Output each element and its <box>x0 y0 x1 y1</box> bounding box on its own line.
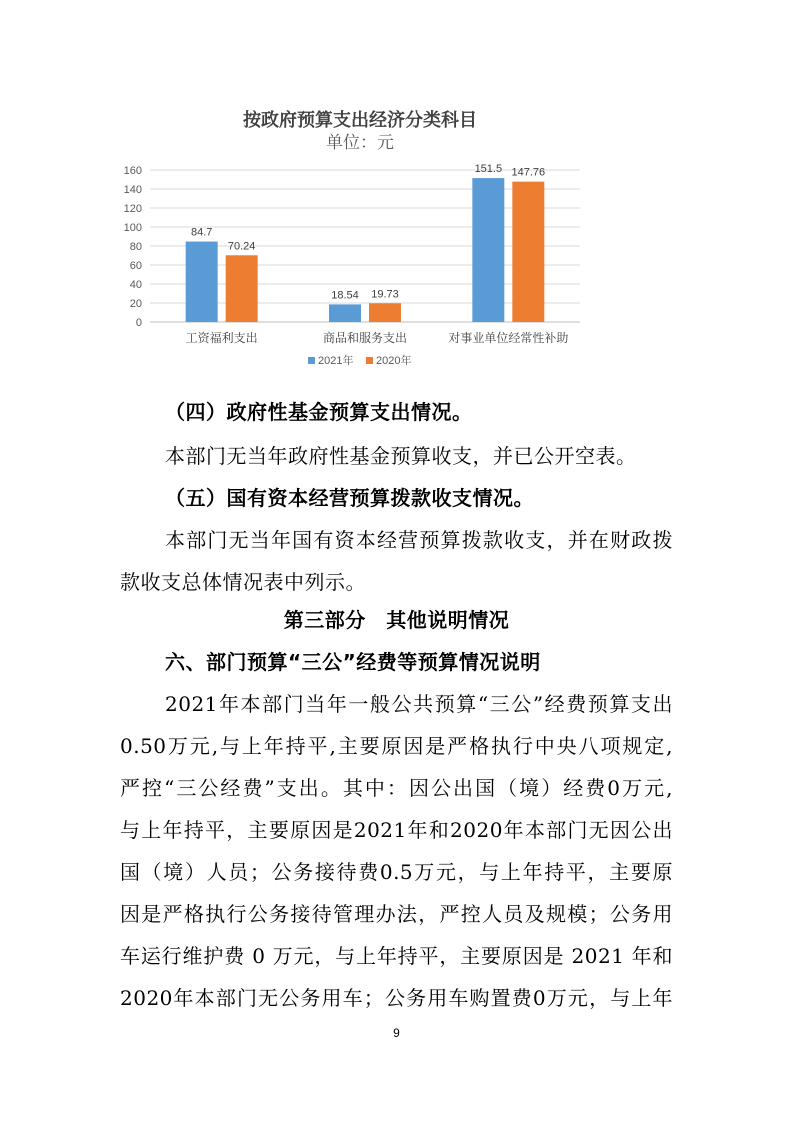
paragraph-four: 本部门无当年政府性基金预算收支，并已公开空表。 <box>165 444 637 468</box>
bar <box>369 303 401 322</box>
legend-swatch <box>308 357 315 364</box>
y-tick-label: 100 <box>123 222 142 234</box>
paragraph-six-line: 2020年本部门无公务用车；公务用车购置费0万元，与上年 <box>120 986 673 1010</box>
bar <box>472 178 504 322</box>
y-tick-label: 80 <box>129 241 142 253</box>
section-heading-five: （五）国有资本经营预算拨款收支情况。 <box>165 486 534 510</box>
data-label: 147.76 <box>511 166 546 179</box>
chart-subtitle: 单位：元 <box>326 133 394 153</box>
legend-swatch <box>366 357 373 364</box>
y-tick-label: 20 <box>129 298 142 310</box>
section-heading-four: （四）政府性基金预算支出情况。 <box>165 400 473 424</box>
y-tick-label: 140 <box>123 184 142 196</box>
paragraph-six-line: 2021年本部门当年一般公共预算“三公”经费预算支出 <box>165 692 673 716</box>
page-number: 9 <box>393 1026 400 1040</box>
paragraph-six-line: 0.50万元,与上年持平,主要原因是严格执行中央八项规定, <box>120 734 673 758</box>
bar <box>329 304 361 322</box>
y-tick-label: 60 <box>129 260 142 272</box>
paragraph-five-line-1: 本部门无当年国有资本经营预算拨款收支，并在财政拨 <box>165 528 673 552</box>
category-label: 工资福利支出 <box>185 331 258 345</box>
paragraph-six-line: 与上年持平，主要原因是2021年和2020年本部门无因公出 <box>120 818 673 842</box>
data-label: 18.54 <box>331 289 359 302</box>
part-three-heading: 第三部分 其他说明情况 <box>283 608 510 632</box>
y-tick-label: 120 <box>123 203 142 215</box>
category-label: 对事业单位经常性补助 <box>448 331 569 345</box>
section-six-heading: 六、部门预算“三公”经费等预算情况说明 <box>165 650 541 674</box>
paragraph-six-line: 严控“三公经费”支出。其中：因公出国（境）经费0万元, <box>120 776 673 800</box>
data-label: 19.73 <box>371 288 399 301</box>
y-tick-label: 0 <box>135 317 142 329</box>
paragraph-six-line: 车运行维护费 0 万元，与上年持平，主要原因是 2021 年和 <box>120 944 673 968</box>
paragraph-five-line-2: 款收支总体情况表中列示。 <box>120 570 366 594</box>
legend-label: 2020年 <box>376 355 412 367</box>
data-label: 70.24 <box>227 240 256 253</box>
bar <box>226 255 258 322</box>
paragraph-six-line: 国（境）人员；公务接待费0.5万元，与上年持平，主要原 <box>120 860 673 884</box>
bar <box>186 242 218 322</box>
data-label: 151.5 <box>474 163 503 176</box>
paragraph-six-line: 因是严格执行公务接待管理办法，严控人员及规模；公务用 <box>120 902 673 926</box>
legend-label: 2021年 <box>318 355 354 367</box>
bar-chart <box>110 100 590 380</box>
bar <box>512 182 544 322</box>
chart-title: 按政府预算支出经济分类科目 <box>243 110 477 131</box>
data-label: 84.7 <box>190 226 213 239</box>
y-tick-label: 40 <box>129 279 142 291</box>
y-tick-label: 160 <box>123 165 142 177</box>
category-label: 商品和服务支出 <box>322 331 408 345</box>
